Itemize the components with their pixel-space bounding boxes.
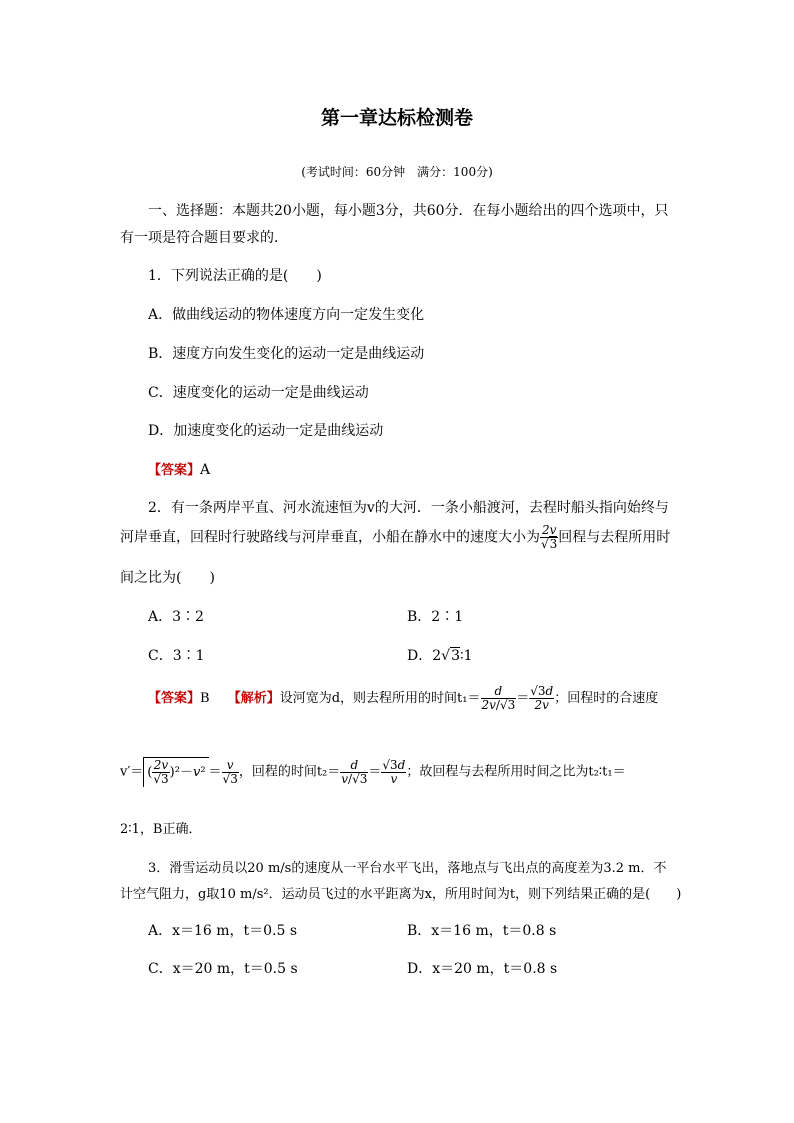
- section-heading-line1: 一、选择题：本题共20小题，每小题3分，共60分．在每小题给出的四个选项中，只: [148, 203, 669, 219]
- q2-option-a: A．3∶2: [148, 609, 204, 625]
- answer-value: A: [200, 462, 211, 478]
- q2-option-d-text: D．2: [407, 648, 442, 664]
- q2-option-d-tail: ∶1: [459, 648, 473, 664]
- combined-velocity-root: ( $\frac{2v}{√3}$ )²－v²: [143, 757, 208, 787]
- q3-option-a: A．x＝16 m，t＝0.5 s: [148, 923, 298, 939]
- page-title: 第一章达标检测卷: [320, 107, 473, 129]
- q2-option-d: [407, 645, 473, 665]
- q1-option-c: C．速度变化的运动一定是曲线运动: [148, 385, 369, 401]
- analysis-text-2: ；回程时的合速度: [554, 691, 659, 706]
- analysis-text-3: ，回程的时间t₂＝: [238, 764, 341, 780]
- q2-line2-text: 河岸垂直，回程时行驶路线与河岸垂直，小船在静水中的速度大小为: [120, 529, 540, 546]
- q1-stem: 1．下列说法正确的是( ): [148, 268, 322, 284]
- analysis-text-4: ；故回程与去程所用时间之比为t₂∶t₁＝: [406, 764, 626, 780]
- speed-fraction: $\frac{2v}{√3}$: [541, 523, 558, 551]
- answer-tag: 【答案】: [148, 463, 201, 478]
- answer-tag: 【答案】: [148, 691, 201, 706]
- q1-option-a: A．做曲线运动的物体速度方向一定发生变化: [148, 307, 425, 323]
- q3-line2: 计空气阻力，g取10 m/s²．运动员飞过的水平距离为x，所用时间为t，则下列结果正确的是( ): [120, 887, 682, 902]
- sqrt-symbol: √3: [441, 648, 460, 664]
- q2-option-b: B．2∶1: [407, 609, 464, 625]
- q1-option-b: B．速度方向发生变化的运动一定是曲线运动: [148, 346, 425, 362]
- q2-analysis-line1: 【答案】B 【解析】设河宽为d，则去程所用的时间t₁＝ $\frac{d}{2v/√3}$ ＝ $\frac{√3d}{2v}$ ；回程时的合速度: [148, 684, 659, 712]
- analysis-tag: 【解析】: [227, 691, 280, 706]
- q3-option-b: B．x＝16 m，t＝0.8 s: [407, 923, 557, 939]
- t1-fraction: $\frac{d}{2v/√3}$: [481, 684, 516, 712]
- v-prime-result: $\frac{v}{√3}$: [222, 757, 238, 786]
- q1-answer: [148, 459, 210, 478]
- q2-option-c: C．3∶1: [148, 648, 205, 664]
- t1-simplified: $\frac{√3d}{2v}$: [530, 684, 554, 712]
- q3-option-c: C．x＝20 m，t＝0.5 s: [148, 961, 298, 977]
- analysis-text: 设河宽为d，则去程所用的时间t₁＝: [279, 691, 481, 706]
- q1-option-d: D．加速度变化的运动一定是曲线运动: [148, 423, 384, 439]
- q3-option-d: D．x＝20 m，t＝0.8 s: [407, 961, 558, 977]
- t2-simplified: $\frac{√3d}{v}$: [382, 757, 406, 786]
- q2-analysis-line3: 2∶1，B正确．: [120, 822, 202, 837]
- section-heading-line2: 有一项是符合题目要求的．: [120, 230, 288, 246]
- q2-line2-tail: 回程与去程所用时: [558, 529, 671, 546]
- q2-line3: 间之比为( ): [120, 570, 215, 586]
- q2-line2: [120, 524, 670, 551]
- v-prime-label: v′＝: [120, 764, 144, 780]
- t2-fraction: $\frac{d}{v/√3}$: [341, 757, 368, 786]
- answer-value: B: [200, 691, 210, 706]
- q2-line1: 2．有一条两岸平直、河水流速恒为v的大河．一条小船渡河，去程时船头指向始终与: [148, 500, 669, 516]
- q2-analysis-line2: v′＝ ( $\frac{2v}{√3}$ )²－v² ＝ $\frac{v}{√3}$ ，回程的时间t₂＝ $\frac{d}{v/√3}$ ＝ $\frac{√3d}{v}$ ；故回程与去程所用时间之比为t₂∶t₁＝: [120, 757, 626, 786]
- exam-info: (考试时间：60分钟 满分：100分): [301, 165, 493, 179]
- q3-line1: 3．滑雪运动员以20 m/s的速度从一平台水平飞出，落地点与飞出点的高度差为3.2 m．不: [148, 861, 667, 876]
